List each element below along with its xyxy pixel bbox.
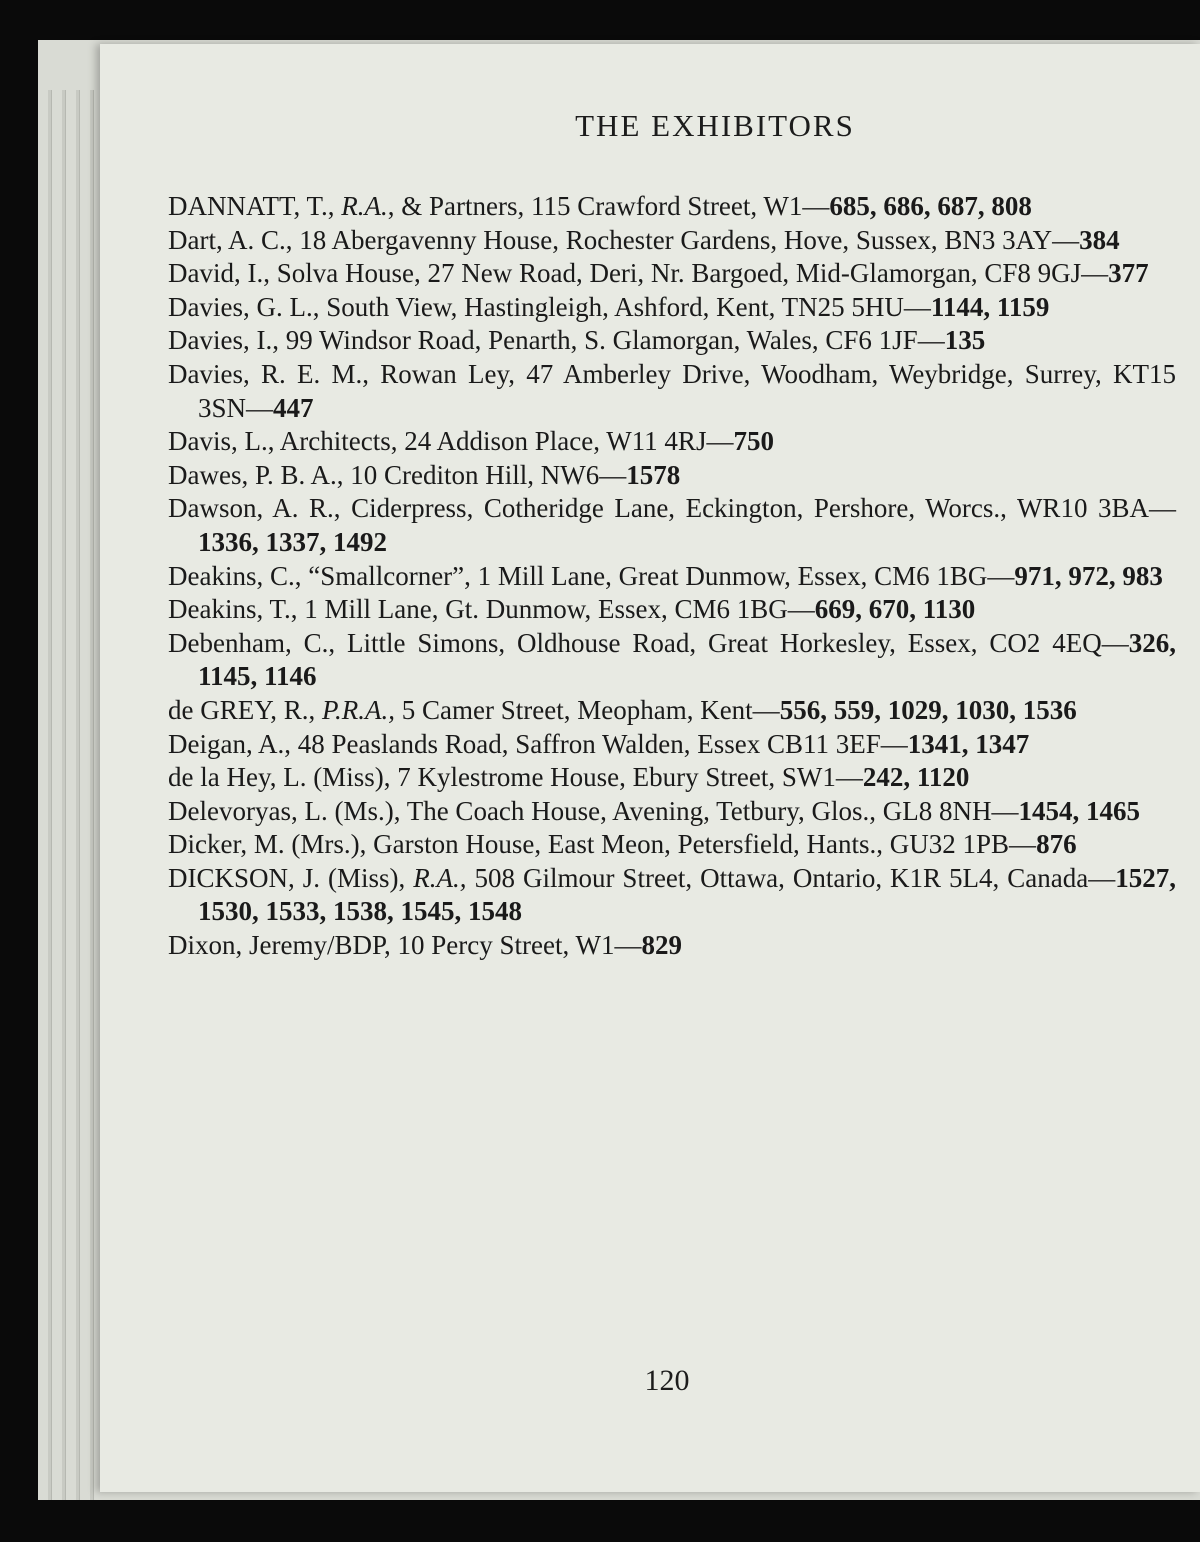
exhibitor-works: 242, 1120 [862, 762, 970, 793]
exhibitor-entry [168, 324, 1176, 358]
exhibitor-works: 829 [641, 930, 682, 961]
exhibitor-address: Rowan Ley, 47 Amberley Drive, Woodham, Weybridge, Surrey, KT15 3SN— [198, 358, 1177, 423]
exhibitor-address: Ciderpress, Cotheridge Lane, Eckington, Pershore, Worcs., WR10 3BA— [351, 493, 1176, 524]
exhibitor-works: 1578 [626, 459, 681, 490]
exhibitor-list [168, 190, 1176, 963]
exhibitor-entry [168, 291, 1176, 325]
exhibitor-entry [168, 257, 1176, 291]
exhibitor-address: , & Partners, 115 Crawford Street, W1— [387, 191, 830, 221]
exhibitor-works: 447 [273, 392, 314, 423]
exhibitor-name: Dawes, P. B. A., [168, 459, 351, 490]
page-edge [76, 90, 80, 1500]
exhibitor-name: Delevoryas, L. (Ms.), [168, 795, 407, 826]
exhibitor-name: Dawson, A. R., [168, 493, 352, 524]
exhibitor-name: Davies, I., [168, 325, 286, 356]
exhibitor-works: 377 [1108, 258, 1149, 289]
exhibitor-address: 99 Windsor Road, Penarth, S. Glamorgan, Wales, CF6 1JF— [285, 325, 945, 356]
exhibitor-works: 326, 1145, 1146 [198, 627, 1177, 692]
exhibitor-name: David, I., [168, 258, 277, 289]
exhibitor-entry [168, 560, 1176, 594]
exhibitor-address: Solva House, 27 New Road, Deri, Nr. Bargoed, Mid-Glamorgan, CF8 9GJ— [276, 258, 1109, 289]
exhibitor-entry [168, 627, 1176, 694]
exhibitor-address: 18 Abergavenny House, Rochester Gardens, Hove, Sussex, BN3 3AY— [299, 224, 1080, 255]
exhibitor-name: Davies, G. L., [168, 291, 327, 322]
exhibitor-entry [168, 593, 1176, 627]
exhibitor-entry [168, 862, 1176, 929]
exhibitor-name: Davis, L., [168, 426, 280, 457]
exhibitor-entry [168, 929, 1176, 963]
exhibitor-works: 876 [1036, 829, 1077, 860]
exhibitor-entry [168, 828, 1176, 862]
exhibitor-address: Garston House, East Meon, Petersfield, Hants., GU32 1PB— [373, 829, 1037, 860]
exhibitor-address: 48 Peaslands Road, Saffron Walden, Essex CB11 3EF— [297, 728, 908, 759]
exhibitor-entry [168, 425, 1176, 459]
exhibitor-works: 971, 972, 983 [1014, 560, 1163, 591]
exhibitor-entry [168, 459, 1176, 493]
exhibitor-name: de GREY, R., [168, 694, 323, 725]
exhibitor-works: 1341, 1347 [907, 728, 1030, 759]
exhibitor-address: Architects, 24 Addison Place, W11 4RJ— [279, 426, 734, 457]
exhibitor-works: 669, 670, 1130 [814, 594, 976, 625]
exhibitor-name: Deakins, C., [168, 560, 309, 591]
exhibitor-address: Little Simons, Oldhouse Road, Great Horkesley, Essex, CO2 4EQ— [347, 627, 1129, 658]
exhibitor-title: P.R.A., [322, 694, 396, 725]
exhibitor-works: 1336, 1337, 1492 [198, 526, 387, 557]
page-edge [62, 90, 66, 1500]
exhibitor-address: The Coach House, Avening, Tetbury, Glos., GL8 8NH— [406, 795, 1019, 826]
exhibitor-name: Debenham, C., [168, 627, 347, 658]
exhibitor-entry [168, 190, 1176, 224]
exhibitor-name: Deigan, A., [168, 728, 298, 759]
page-edge [48, 90, 52, 1500]
page-title: THE EXHIBITORS [575, 108, 855, 143]
exhibitor-works: 384 [1079, 224, 1120, 255]
exhibitor-name: DANNATT, T., [168, 191, 342, 221]
exhibitor-address: 508 Gilmour Street, Ottawa, Ontario, K1R 5L4, Canada— [466, 862, 1116, 893]
exhibitor-works: 685, 686, 687, 808 [829, 191, 1032, 221]
exhibitor-name: Dixon, Jeremy/BDP, [168, 930, 398, 961]
exhibitor-entry [168, 492, 1176, 559]
book-page [100, 44, 1200, 1492]
exhibitor-name: de la Hey, L. (Miss), [168, 762, 398, 793]
exhibitor-works: 1454, 1465 [1018, 795, 1140, 826]
exhibitor-address: 5 Camer Street, Meopham, Kent— [395, 694, 780, 725]
exhibitor-address: “Smallcorner”, 1 Mill Lane, Great Dunmow, Essex, CM6 1BG— [308, 560, 1015, 591]
exhibitor-name: DICKSON, J. (Miss), [168, 862, 414, 893]
exhibitor-name: Dart, A. C., [168, 224, 300, 255]
exhibitor-entry [168, 728, 1176, 762]
exhibitor-address: 1 Mill Lane, Gt. Dunmow, Essex, CM6 1BG— [304, 594, 815, 625]
exhibitor-name: Dicker, M. (Mrs.), [168, 829, 374, 860]
exhibitor-entry [168, 694, 1176, 728]
exhibitor-entry [168, 761, 1176, 795]
exhibitor-entry [168, 358, 1176, 425]
exhibitor-name: Davies, R. E. M., [168, 358, 381, 389]
exhibitor-works: 1527, 1530, 1533, 1538, 1545, 1548 [198, 862, 1176, 927]
exhibitor-entry [168, 224, 1176, 258]
exhibitor-entry [168, 795, 1176, 829]
exhibitor-works: 556, 559, 1029, 1030, 1536 [779, 694, 1077, 725]
exhibitor-works: 1144, 1159 [930, 291, 1050, 322]
exhibitor-address: 10 Crediton Hill, NW6— [350, 459, 627, 490]
exhibitor-address: 7 Kylestrome House, Ebury Street, SW1— [397, 762, 863, 793]
page-number: 120 [644, 1364, 690, 1397]
exhibitor-address: South View, Hastingleigh, Ashford, Kent, TN25 5HU— [326, 291, 931, 322]
page-edge [90, 90, 94, 1500]
exhibitor-works: 750 [733, 426, 774, 457]
exhibitor-title: R.A., [413, 862, 467, 893]
exhibitor-title: R.A. [341, 191, 388, 221]
exhibitor-name: Deakins, T., [168, 594, 305, 625]
exhibitor-address: 10 Percy Street, W1— [397, 930, 642, 961]
exhibitor-works: 135 [944, 325, 986, 356]
